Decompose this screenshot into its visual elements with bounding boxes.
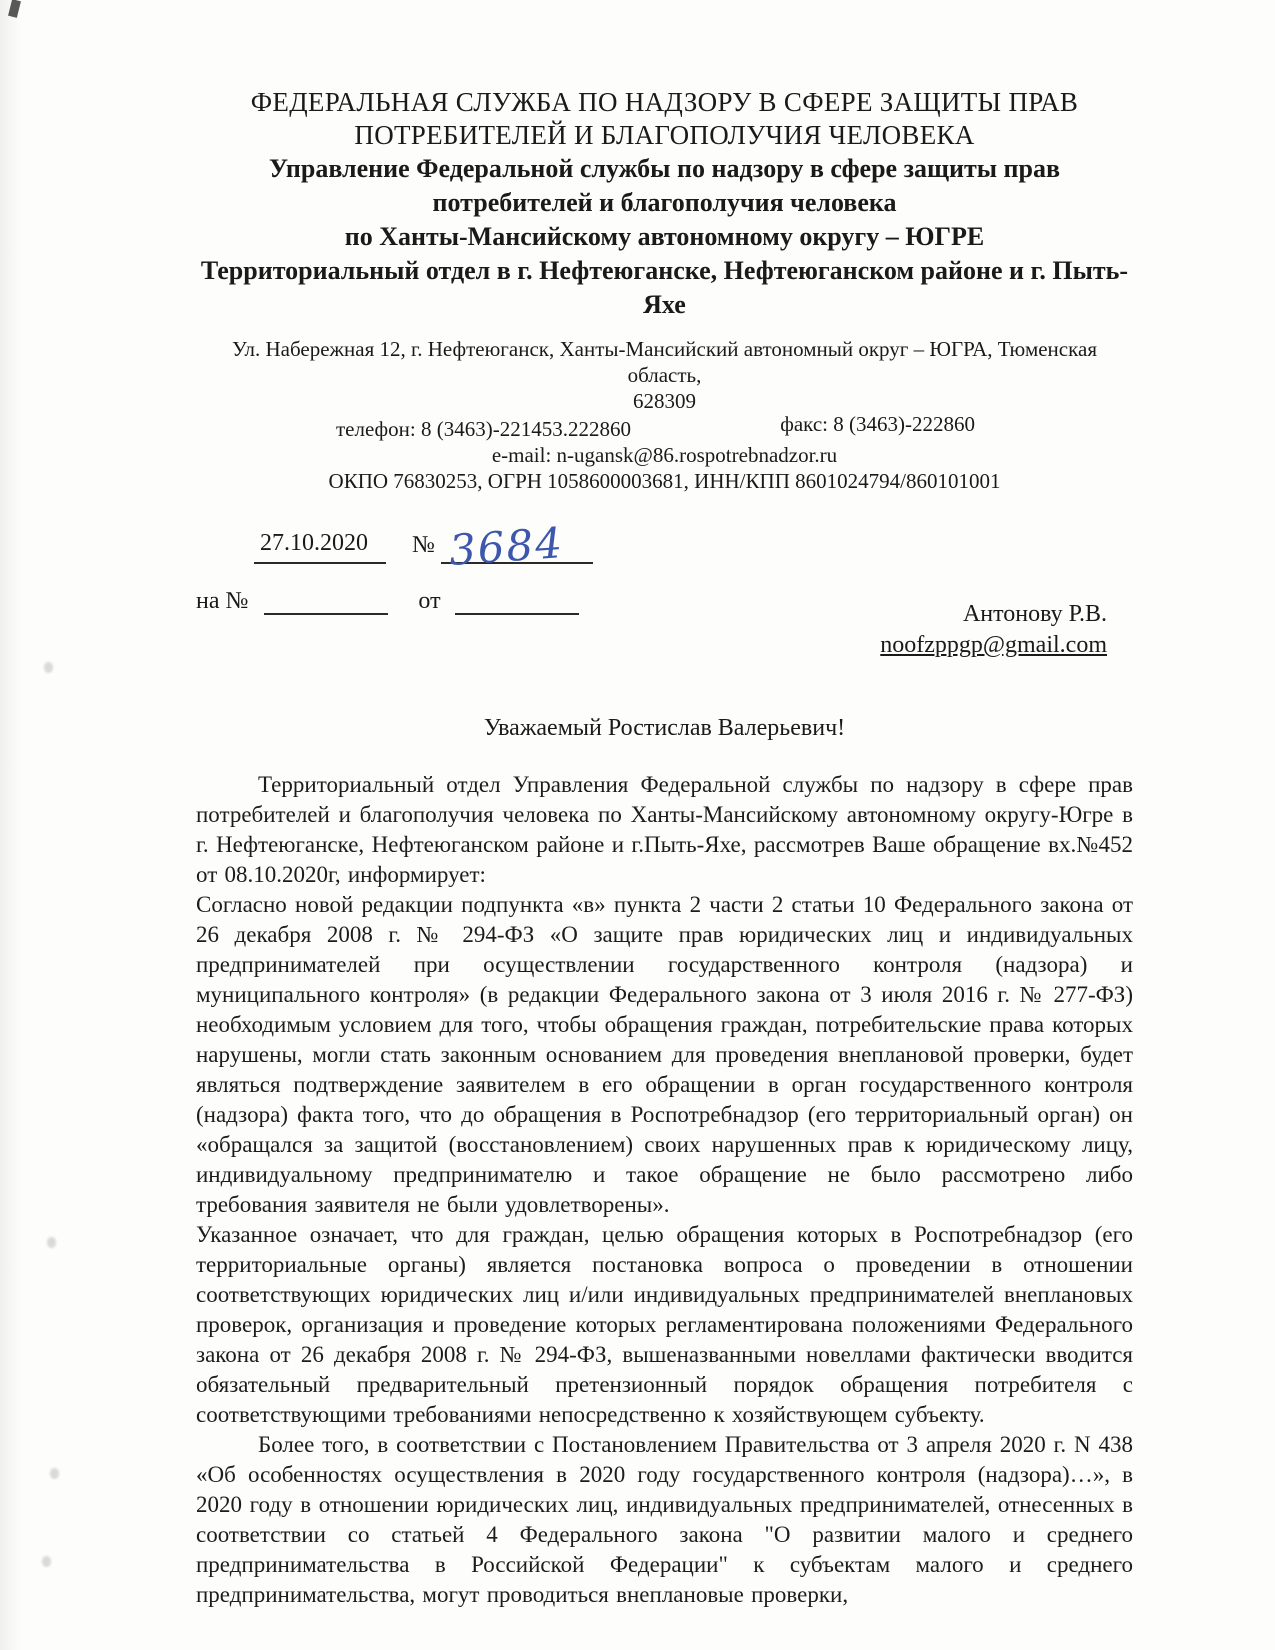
region-line: по Ханты-Мансийскому автономному округу – ЮГРЕ: [344, 222, 985, 251]
office-postcode: 628309: [633, 389, 696, 413]
office-address: Ул. Набережная 12, г. Нефтеюганск, Ханты-Мансийский автономный округ – ЮГРА, Тюменская область,: [232, 337, 1097, 387]
reply-date-blank: [455, 589, 579, 615]
scan-artifact: [50, 1468, 59, 1479]
office-phone: телефон: 8 (3463)-221453.222860: [336, 417, 631, 441]
letter-body: [196, 770, 1133, 1610]
letter-date: 27.10.2020: [254, 530, 386, 564]
scan-artifact: [44, 662, 53, 673]
reply-to-label: на №: [196, 588, 249, 614]
body-paragraph: Указанное означает, что для граждан, целью обращения которых в Роспотребнадзор (его территориальные органы) является постановка вопроса о проведении в отношении соответствующих юридических лиц и/или индивидуальных предпринимателей внеплановых проверок, организация и проведение которых регламентирована положениями Федерального закона от 26 декабря 2008 г. № 294-ФЗ, вышеназванными новеллами фактически вводится обязательный предварительный претензионный порядок обращения потребителя с соответствующими требованиями непосредственно к хозяйствующем субъекту.: [196, 1222, 1133, 1427]
office-fax: факс: 8 (3463)-222860: [780, 412, 975, 436]
scan-artifact: [47, 1237, 56, 1248]
reference-line: [254, 518, 1133, 575]
recipient-name: Антонову Р.В.: [962, 601, 1107, 627]
letterhead: [196, 86, 1133, 322]
contact-block: [196, 336, 1133, 494]
salutation: Уважаемый Ростислав Валерьевич!: [483, 715, 846, 741]
department-name: Управление Федеральной службы по надзору в сфере защиты прав потребителей и благополучия человека: [268, 154, 1061, 217]
outgoing-number-field: [441, 518, 593, 575]
scan-artifact: [42, 1556, 51, 1567]
reply-number-blank: [264, 589, 388, 615]
agency-name: ФЕДЕРАЛЬНАЯ СЛУЖБА ПО НАДЗОРУ В СФЕРЕ ЗАЩИТЫ ПРАВ ПОТРЕБИТЕЛЕЙ И БЛАГОПОЛУЧИЯ ЧЕЛОВЕКА: [250, 87, 1079, 150]
number-sign: №: [412, 532, 435, 558]
registration-codes: ОКПО 76830253, ОГРН 1058600003681, ИНН/КПП 8601024794/860101001: [328, 469, 1001, 493]
phone-fax-row: [196, 414, 1133, 442]
body-paragraph: Территориальный отдел Управления Федеральной службы по надзору в сфере прав потребителей и благополучия человека по Ханты-Мансийскому автономному округу-Югре в г. Нефтеюганске, Нефтеюганском районе и г.Пыть-Яхе, рассмотрев Ваше обращение вх.№452 от 08.10.2020г, информирует:: [196, 772, 1133, 887]
handwritten-number: 3684: [447, 518, 566, 575]
body-paragraph: Более того, в соответствии с Постановлением Правительства от 3 апреля 2020 г. N 438 «Об особенностях осуществления в 2020 году государственного контроля (надзора)…», в 2020 году в отношении юридических лиц, индивидуальных предпринимателей, отнесенных в соответствии со статьей 4 Федерального закона "О развитии малого и среднего предпринимательства в Российской Федерации" к субъектам малого и среднего предпринимательства, могут проводиться внеплановые проверки,: [196, 1432, 1133, 1607]
scan-edge-shade: [0, 0, 22, 1650]
office-email: e-mail: n-ugansk@86.rospotrebnadzor.ru: [491, 443, 838, 467]
body-paragraph: Согласно новой редакции подпункта «в» пункта 2 части 2 статьи 10 Федерального закона от 26 декабря 2008 г. № 294-ФЗ «О защите прав юридических лиц и индивидуальных предпринимателей при осуществлении государственного контроля (надзора) и муниципального контроля» (в редакции Федерального закона от 3 июля 2016 г. № 277-ФЗ) необходимым условием для того, чтобы обращения граждан, потребительские права которых нарушены, могли стать законным основанием для проведения внеплановой проверки, будет являться подтверждение заявителем в его обращении в орган государственного контроля (надзора) факта того, что до обращения в Роспотребнадзор (его территориальный орган) он «обращался за защитой (восстановлением) своих нарушенных прав к юридическому лицу, индивидуальному предпринимателю и такое обращение не было рассмотрено либо требования заявителя не были удовлетворены».: [196, 892, 1133, 1217]
recipient-email: noofzppgp@gmail.com: [880, 632, 1107, 658]
territorial-office-line: Территориальный отдел в г. Нефтеюганске, Нефтеюганском районе и г. Пыть-Яхе: [200, 256, 1129, 319]
reply-from-label: от: [418, 588, 441, 614]
